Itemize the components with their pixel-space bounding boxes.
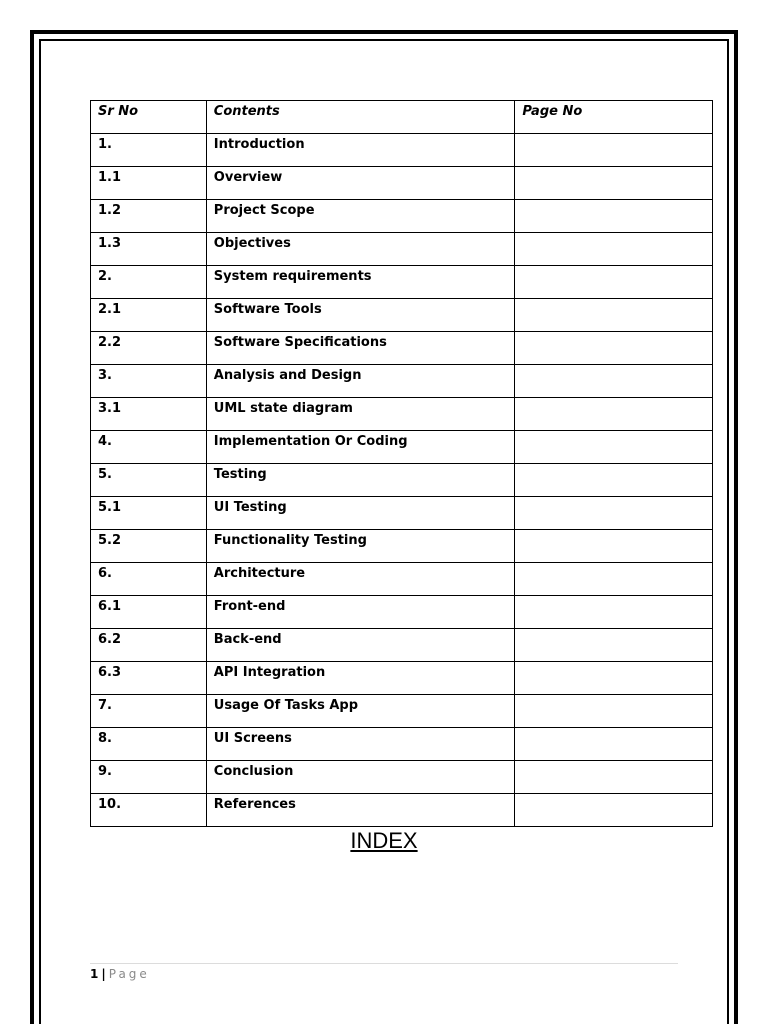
header-page-no: Page No: [515, 101, 713, 134]
row-sr-no: 6.2: [91, 629, 207, 662]
row-contents: Conclusion: [206, 761, 515, 794]
table-row: [91, 167, 713, 200]
table-row: [91, 398, 713, 431]
row-contents: Project Scope: [206, 200, 515, 233]
row-page-no: [515, 431, 713, 464]
row-contents: Analysis and Design: [206, 365, 515, 398]
table-row: [91, 200, 713, 233]
row-sr-no: 7.: [91, 695, 207, 728]
table-body: [91, 134, 713, 827]
row-sr-no: 3.1: [91, 398, 207, 431]
page-footer: [90, 967, 150, 981]
table-row: [91, 365, 713, 398]
footer-divider: [90, 963, 678, 964]
row-sr-no: 10.: [91, 794, 207, 827]
row-page-no: [515, 365, 713, 398]
row-contents: Back-end: [206, 629, 515, 662]
row-contents: Usage Of Tasks App: [206, 695, 515, 728]
row-sr-no: 1.1: [91, 167, 207, 200]
footer-page-number: 1: [90, 967, 99, 981]
footer-separator: |: [101, 967, 106, 981]
row-contents: System requirements: [206, 266, 515, 299]
footer-page-label: Page: [108, 967, 150, 981]
row-contents: Architecture: [206, 563, 515, 596]
row-page-no: [515, 464, 713, 497]
row-contents: Testing: [206, 464, 515, 497]
page-title: INDEX: [350, 828, 418, 853]
table-row: [91, 794, 713, 827]
row-contents: UI Testing: [206, 497, 515, 530]
table-row: [91, 563, 713, 596]
table-header-row: [91, 101, 713, 134]
table-row: [91, 299, 713, 332]
table-row: [91, 332, 713, 365]
row-page-no: [515, 530, 713, 563]
table-row: [91, 266, 713, 299]
row-page-no: [515, 563, 713, 596]
table-row: [91, 596, 713, 629]
row-page-no: [515, 662, 713, 695]
table-row: [91, 233, 713, 266]
row-contents: Introduction: [206, 134, 515, 167]
row-contents: Functionality Testing: [206, 530, 515, 563]
row-page-no: [515, 332, 713, 365]
row-sr-no: 9.: [91, 761, 207, 794]
row-contents: Implementation Or Coding: [206, 431, 515, 464]
table-row: [91, 662, 713, 695]
row-page-no: [515, 233, 713, 266]
row-contents: References: [206, 794, 515, 827]
row-sr-no: 5.2: [91, 530, 207, 563]
table-row: [91, 530, 713, 563]
row-page-no: [515, 266, 713, 299]
row-contents: API Integration: [206, 662, 515, 695]
row-page-no: [515, 728, 713, 761]
table-row: [91, 497, 713, 530]
row-sr-no: 3.: [91, 365, 207, 398]
table-row: [91, 629, 713, 662]
row-sr-no: 1.2: [91, 200, 207, 233]
table-row: [91, 728, 713, 761]
row-page-no: [515, 167, 713, 200]
row-contents: Objectives: [206, 233, 515, 266]
row-contents: Front-end: [206, 596, 515, 629]
row-contents: Overview: [206, 167, 515, 200]
row-sr-no: 5.1: [91, 497, 207, 530]
row-sr-no: 8.: [91, 728, 207, 761]
table-row: [91, 761, 713, 794]
row-sr-no: 2.: [91, 266, 207, 299]
row-contents: Software Specifications: [206, 332, 515, 365]
index-table: [90, 100, 713, 827]
table-row: [91, 431, 713, 464]
row-page-no: [515, 299, 713, 332]
header-contents: Contents: [206, 101, 515, 134]
table-row: [91, 134, 713, 167]
row-contents: Software Tools: [206, 299, 515, 332]
row-sr-no: 6.: [91, 563, 207, 596]
row-sr-no: 4.: [91, 431, 207, 464]
row-contents: UML state diagram: [206, 398, 515, 431]
row-page-no: [515, 695, 713, 728]
row-sr-no: 5.: [91, 464, 207, 497]
row-page-no: [515, 629, 713, 662]
row-contents: UI Screens: [206, 728, 515, 761]
row-page-no: [515, 497, 713, 530]
table-row: [91, 464, 713, 497]
row-page-no: [515, 200, 713, 233]
row-page-no: [515, 398, 713, 431]
row-sr-no: 6.3: [91, 662, 207, 695]
row-page-no: [515, 596, 713, 629]
row-sr-no: 2.2: [91, 332, 207, 365]
row-page-no: [515, 794, 713, 827]
row-sr-no: 6.1: [91, 596, 207, 629]
row-sr-no: 2.1: [91, 299, 207, 332]
row-sr-no: 1.3: [91, 233, 207, 266]
header-sr-no: Sr No: [91, 101, 207, 134]
table-row: [91, 695, 713, 728]
row-page-no: [515, 761, 713, 794]
row-sr-no: 1.: [91, 134, 207, 167]
row-page-no: [515, 134, 713, 167]
